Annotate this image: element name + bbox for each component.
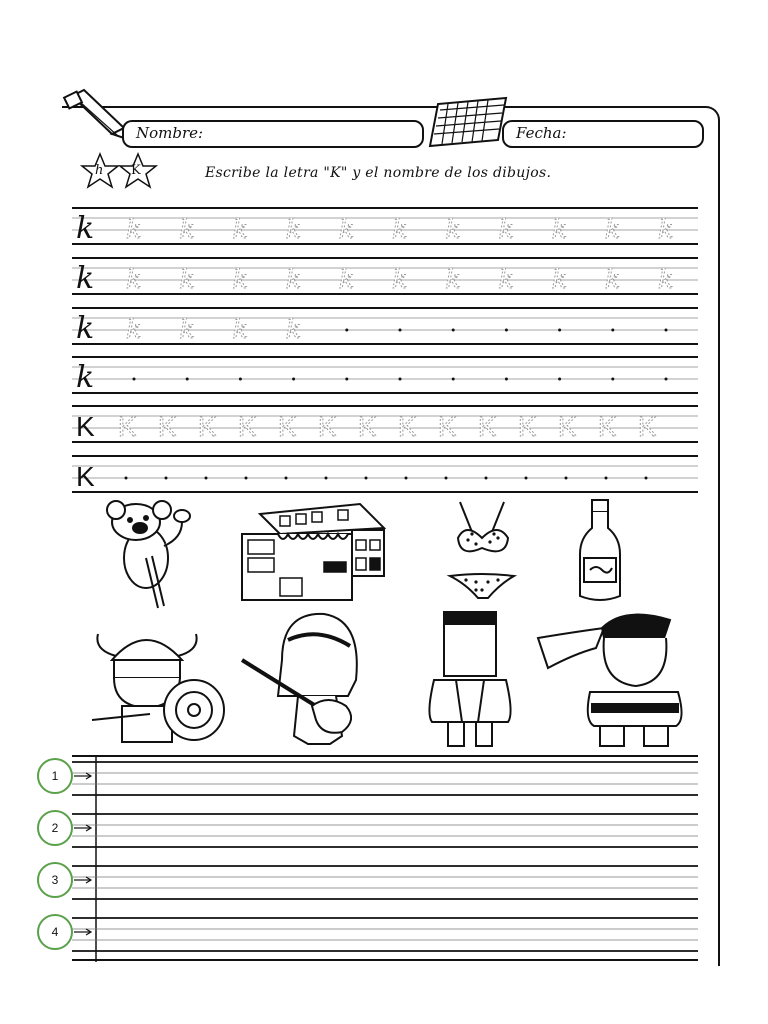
trace-letter: k <box>445 215 461 245</box>
trace-letter: k <box>392 215 408 245</box>
model-letter: k <box>76 311 95 346</box>
answer-field-3[interactable] <box>98 866 698 900</box>
trace-letter: k <box>551 265 568 295</box>
trace-letter: K <box>398 411 417 442</box>
answer-number-2: 2 <box>37 810 73 846</box>
instruction-text: Escribe la letra "K" y el nombre de los dibujos. <box>205 165 552 181</box>
trace-letter: K <box>118 411 137 442</box>
trace-letter: K <box>638 411 657 442</box>
name-label: Nombre: <box>136 124 204 142</box>
date-label: Fecha: <box>516 124 567 142</box>
answer-number-4: 4 <box>37 914 73 950</box>
trace-letter: k <box>232 265 249 295</box>
trace-letter: k <box>658 215 674 245</box>
answer-number-1: 1 <box>37 758 73 794</box>
answer-field-2[interactable] <box>98 814 698 848</box>
trace-letter: k <box>285 315 302 345</box>
model-letter: K <box>76 461 95 492</box>
trace-letter: K <box>238 411 257 442</box>
trace-letter: k <box>498 215 515 245</box>
trace-letter: K <box>278 411 297 442</box>
answer-field-4[interactable] <box>98 918 698 952</box>
trace-letter: K <box>438 411 457 442</box>
star-letter-h: h <box>95 163 104 178</box>
trace-letter: k <box>126 215 142 245</box>
trace-letter: K <box>358 411 377 442</box>
answer-field-1[interactable] <box>98 762 698 796</box>
trace-letter: K <box>198 411 217 442</box>
trace-letter: k <box>126 265 142 295</box>
trace-letter: k <box>604 265 621 295</box>
trace-letter: k <box>232 315 249 345</box>
trace-letter: K <box>318 411 337 442</box>
trace-letter: k <box>126 315 142 345</box>
trace-letter: k <box>338 265 355 295</box>
trace-letter: K <box>558 411 577 442</box>
trace-letter: k <box>445 265 461 295</box>
model-letter: k <box>76 261 95 296</box>
trace-letter: k <box>551 215 568 245</box>
trace-letter: k <box>179 265 195 295</box>
trace-letter: k <box>338 215 355 245</box>
model-letter: k <box>76 360 95 395</box>
trace-letter: K <box>478 411 497 442</box>
trace-letter: K <box>518 411 537 442</box>
trace-letter: k <box>232 215 249 245</box>
trace-letter: k <box>285 265 302 295</box>
trace-letter: k <box>392 265 408 295</box>
model-letter: k <box>76 211 95 246</box>
trace-letter: K <box>598 411 617 442</box>
answer-number-3: 3 <box>37 862 73 898</box>
trace-letter: k <box>179 215 195 245</box>
star-letter-k: K <box>131 163 141 178</box>
model-letter: K <box>76 411 95 442</box>
trace-letter: k <box>604 215 621 245</box>
trace-letter: k <box>179 315 195 345</box>
trace-letter: k <box>658 265 674 295</box>
trace-letter: K <box>158 411 177 442</box>
trace-letter: k <box>285 215 302 245</box>
trace-letter: k <box>498 265 515 295</box>
